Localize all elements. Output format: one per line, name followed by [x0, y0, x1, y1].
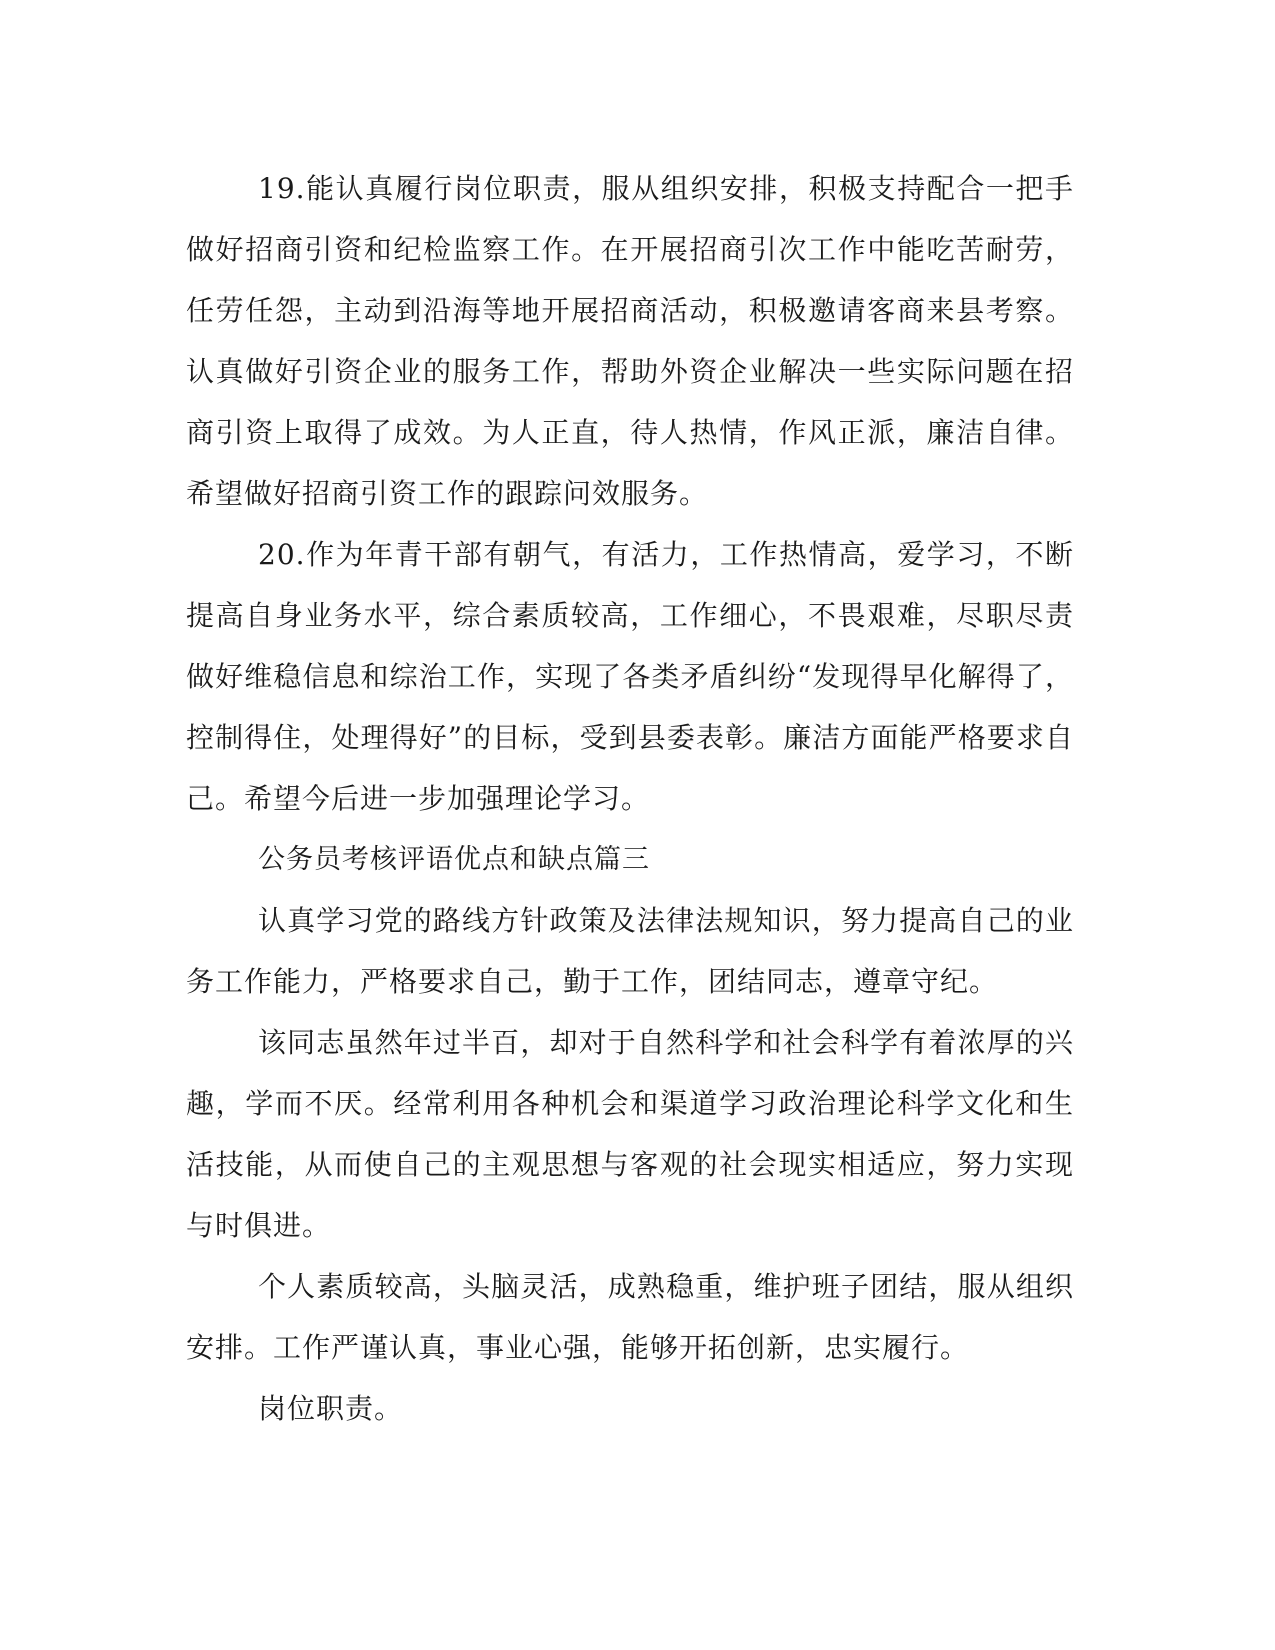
section-heading: 公务员考核评语优点和缺点篇三	[258, 844, 650, 875]
section-paragraph-1: 认真学习党的路线方针政策及法律法规知识，努力提高自己的业务工作能力，严格要求自己，勤于工作，团结同志，遵章守纪。	[186, 904, 1074, 998]
section-paragraph-3: 个人素质较高，头脑灵活，成熟稳重，维护班子团结，服从组织安排。工作严谨认真，事业心强，能够开拓创新，忠实履行。	[186, 1270, 1074, 1364]
paragraph-20: 20.作为年青干部有朝气，有活力，工作热情高，爱学习，不断提高自身业务水平，综合素质较高，工作细心，不畏艰难，尽职尽责做好维稳信息和综治工作，实现了各类矛盾纠纷“发现得早化解得了，控制得住，处理得好”的目标，受到县委表彰。廉洁方面能严格要求自己。希望今后进一步加强理论学习。	[186, 538, 1074, 815]
document-body	[186, 158, 1074, 1439]
section-paragraph-2: 该同志虽然年过半百，却对于自然科学和社会科学有着浓厚的兴趣，学而不厌。经常利用各种机会和渠道学习政治理论科学文化和生活技能，从而使自己的主观思想与客观的社会现实相适应，努力实现与时俱进。	[186, 1026, 1074, 1242]
paragraph-19: 19.能认真履行岗位职责，服从组织安排，积极支持配合一把手做好招商引资和纪检监察工作。在开展招商引次工作中能吃苦耐劳，任劳任怨，主动到沿海等地开展招商活动，积极邀请客商来县考察。认真做好引资企业的服务工作，帮助外资企业解决一些实际问题在招商引资上取得了成效。为人正直，待人热情，作风正派，廉洁自律。希望做好招商引资工作的跟踪问效服务。	[186, 172, 1074, 510]
section-paragraph-4: 岗位职责。	[258, 1392, 404, 1425]
